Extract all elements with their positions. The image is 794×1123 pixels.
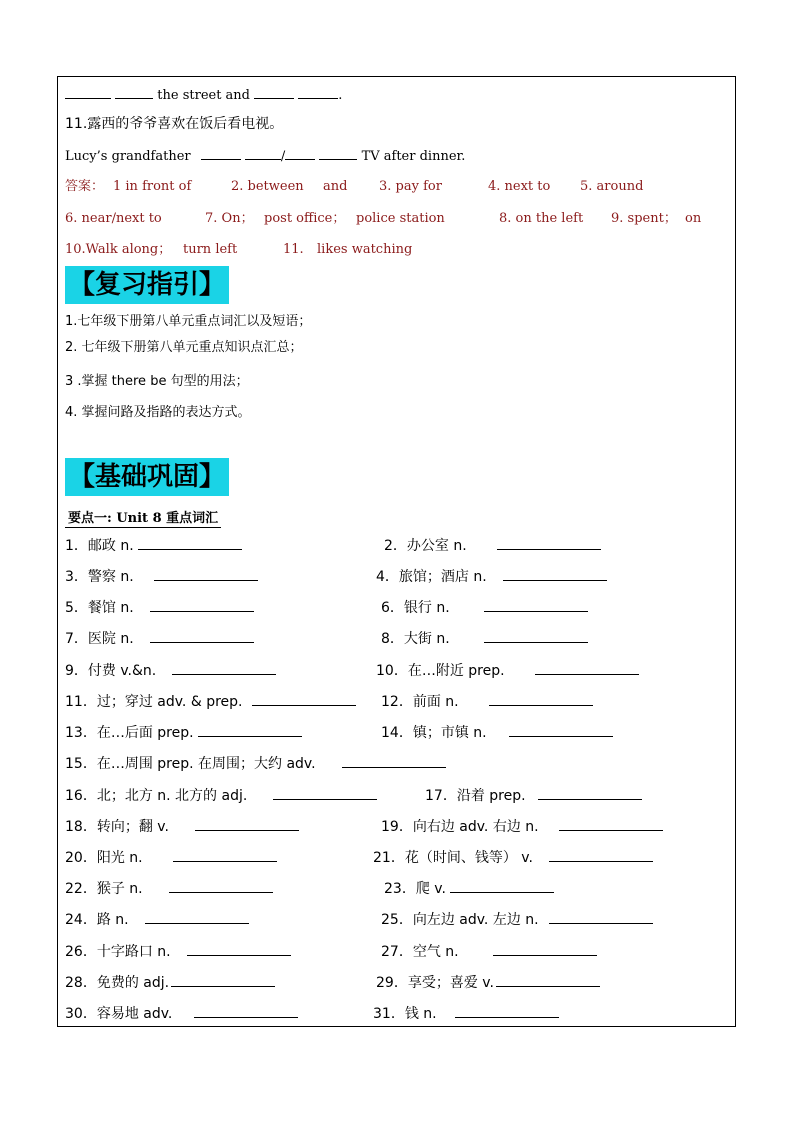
answer-blank[interactable] <box>535 662 639 675</box>
answer-blank[interactable] <box>195 818 299 831</box>
vocab-item: 21．花（时间、钱等） v. <box>373 849 653 867</box>
vocab-item: 12．前面 n. <box>381 693 593 711</box>
answer-blank[interactable] <box>559 818 663 831</box>
answer-blank[interactable] <box>549 849 653 862</box>
answer-blank[interactable] <box>171 974 275 987</box>
review-item: 1.七年级下册第八单元重点词汇以及短语； <box>65 314 312 329</box>
answer-item: police station <box>356 211 445 226</box>
answer-blank[interactable] <box>150 599 254 612</box>
vocab-item: 3．警察 n. <box>65 568 258 586</box>
q11-chinese: 11.露西的爷爷喜欢在饭后看电视。 <box>65 116 284 132</box>
answer-item: 10.Walk along； <box>65 242 172 257</box>
vocab-item: 23．爬 v. <box>384 880 554 898</box>
review-item: 2. 七年级下册第八单元重点知识点汇总； <box>65 340 303 355</box>
answer-item: on <box>685 211 702 226</box>
answer-blank[interactable] <box>484 630 588 643</box>
answer-blank[interactable] <box>549 911 653 924</box>
vocab-item: 10．在…附近 prep. <box>376 662 639 680</box>
answer-blank[interactable] <box>484 599 588 612</box>
vocab-item: 29．享受；喜爱 v. <box>376 974 600 992</box>
review-heading: 【复习指引】 <box>65 266 229 304</box>
answer-blank[interactable] <box>273 787 377 800</box>
answer-item: 1 in front of <box>113 179 192 194</box>
answer-blank[interactable] <box>252 693 356 706</box>
answer-blank[interactable] <box>503 568 607 581</box>
answer-blank[interactable] <box>145 911 249 924</box>
answer-item: and <box>323 179 348 194</box>
vocab-item: 22．猴子 n. <box>65 880 273 898</box>
vocab-item: 2．办公室 n. <box>384 537 601 555</box>
review-item: 4. 掌握问路及指路的表达方式。 <box>65 405 251 420</box>
answers-row-1 <box>65 178 104 196</box>
blank[interactable] <box>298 86 338 99</box>
fill-sentence-10-end: the street and . <box>65 86 342 105</box>
answer-item: post office； <box>264 211 346 226</box>
vocab-item: 17．沿着 prep. <box>425 787 642 805</box>
blank[interactable] <box>245 147 281 160</box>
answer-blank[interactable] <box>169 880 273 893</box>
vocab-item: 4．旅馆；酒店 n. <box>376 568 607 586</box>
q11-english: Lucy’s grandfather / TV after dinner. <box>65 149 466 164</box>
vocab-item: 11．过；穿过 adv. & prep. <box>65 693 356 711</box>
vocab-item: 1．邮政 n. <box>65 537 242 555</box>
review-item: 3 .掌握 there be 句型的用法； <box>65 374 249 389</box>
vocab-item: 20．阳光 n. <box>65 849 277 867</box>
answer-blank[interactable] <box>497 537 601 550</box>
basics-heading: 【基础巩固】 <box>65 458 229 496</box>
vocab-item: 30．容易地 adv. <box>65 1005 298 1023</box>
answer-item: 8. on the left <box>499 211 584 226</box>
vocab-item: 13．在…后面 prep. <box>65 724 302 742</box>
vocab-item: 9．付费 v.&n. <box>65 662 276 680</box>
sentence-text: the street and <box>157 88 251 103</box>
vocab-item: 24．路 n. <box>65 911 249 929</box>
answer-blank[interactable] <box>509 724 613 737</box>
key-point-subtitle: 要点一: Unit 8 重点词汇 <box>65 507 221 528</box>
answer-blank[interactable] <box>198 724 302 737</box>
answer-item: 4. next to <box>488 179 551 194</box>
answer-item: 2. between <box>231 179 304 194</box>
answer-blank[interactable] <box>150 630 254 643</box>
answer-blank[interactable] <box>154 568 258 581</box>
answer-blank[interactable] <box>538 787 642 800</box>
vocab-item: 28．免费的 adj. <box>65 974 275 992</box>
answer-blank[interactable] <box>138 537 242 550</box>
answer-item: 3. pay for <box>379 179 442 194</box>
vocab-item: 26．十字路口 n. <box>65 943 291 961</box>
answer-blank[interactable] <box>489 693 593 706</box>
answer-blank[interactable] <box>194 1005 298 1018</box>
answer-blank[interactable] <box>187 943 291 956</box>
answer-blank[interactable] <box>496 974 600 987</box>
answers-label: 答案： <box>65 179 105 194</box>
blank[interactable] <box>254 86 294 99</box>
answer-blank[interactable] <box>342 755 446 768</box>
answer-item: 11. <box>283 242 304 257</box>
blank[interactable] <box>201 147 241 160</box>
vocab-item: 31．钱 n. <box>373 1005 559 1023</box>
answer-item: 5. around <box>580 179 644 194</box>
answer-blank[interactable] <box>172 662 276 675</box>
sentence-text: TV after dinner. <box>361 149 466 164</box>
answer-blank[interactable] <box>493 943 597 956</box>
vocab-item: 5．餐馆 n. <box>65 599 254 617</box>
answer-blank[interactable] <box>450 880 554 893</box>
vocab-item: 8．大街 n. <box>381 630 588 648</box>
blank[interactable] <box>115 86 153 99</box>
vocab-item: 16．北；北方 n. 北方的 adj. <box>65 787 377 805</box>
vocab-item: 27．空气 n. <box>381 943 597 961</box>
vocab-item: 18．转向；翻 v. <box>65 818 299 836</box>
blank[interactable] <box>319 147 357 160</box>
answer-item: 9. spent； <box>611 211 677 226</box>
answer-item: 7. On； <box>205 211 254 226</box>
vocab-item: 15．在…周围 prep. 在周围；大约 adv. <box>65 755 446 773</box>
vocab-item: 7．医院 n. <box>65 630 254 648</box>
answer-item: 6. near/next to <box>65 211 162 226</box>
sentence-text: Lucy’s grandfather <box>65 149 191 164</box>
answer-item: likes watching <box>317 242 413 257</box>
answer-blank[interactable] <box>173 849 277 862</box>
answer-item: turn left <box>183 242 238 257</box>
blank[interactable] <box>65 86 111 99</box>
vocab-item: 19．向右边 adv. 右边 n. <box>381 818 663 836</box>
vocab-item: 6．银行 n. <box>381 599 588 617</box>
vocab-item: 14．镇；市镇 n. <box>381 724 613 742</box>
blank[interactable] <box>285 147 315 160</box>
answer-blank[interactable] <box>455 1005 559 1018</box>
vocab-item: 25．向左边 adv. 左边 n. <box>381 911 653 929</box>
